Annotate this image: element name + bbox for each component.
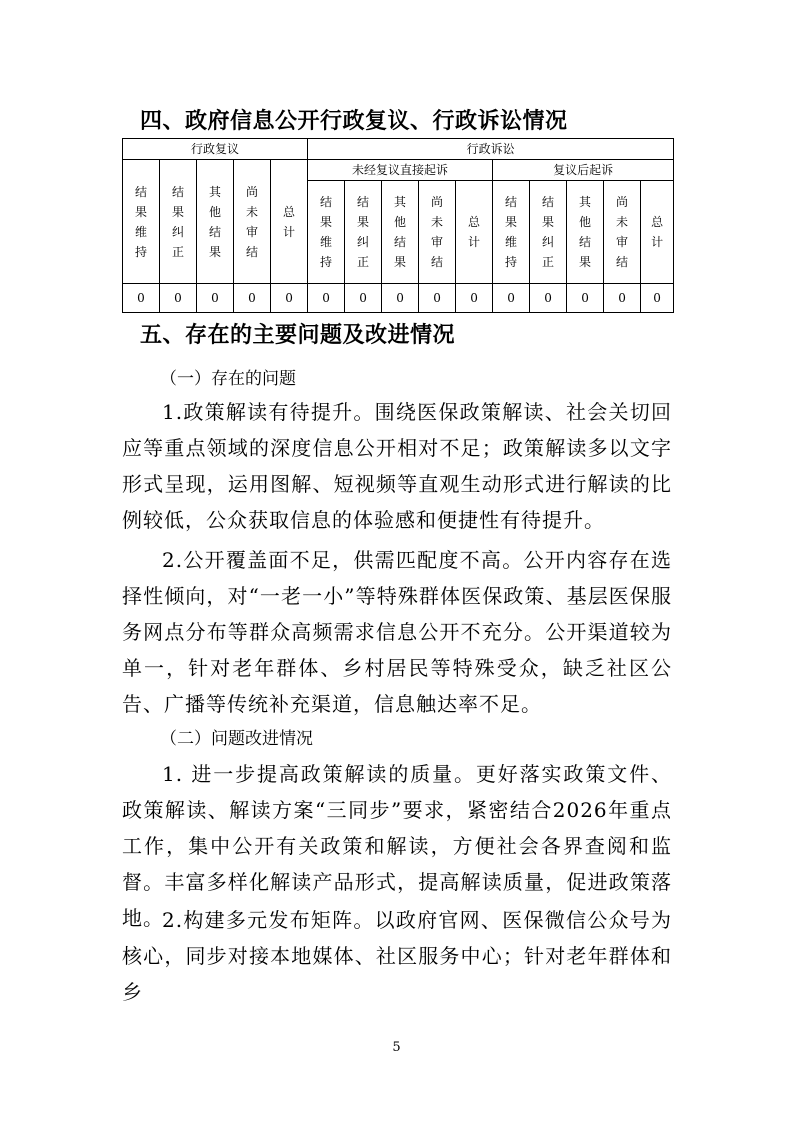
- col-after-total: 总计: [641, 181, 674, 284]
- value-cell: 0: [123, 284, 160, 313]
- col-review-total: 总计: [271, 160, 308, 284]
- section-5-heading: 五、存在的主要问题及改进情况: [140, 323, 456, 348]
- value-cell: 0: [197, 284, 234, 313]
- paragraph-coverage: 2.公开覆盖面不足，供需匹配度不高。公开内容存在选择性倾向，对“一老一小”等特殊群体医保政策、基层医保服务网点分布等群众高频需求信息公开不充分。公开渠道较为单一，针对老年群体、乡村居民等特殊受众，缺乏社区公告、广播等传统补充渠道，信息触达率不足。: [122, 548, 672, 716]
- value-cell: 0: [382, 284, 419, 313]
- header-admin-review: 行政复议: [123, 139, 308, 160]
- header-after-review-suit: 复议后起诉: [493, 160, 674, 181]
- section-4-heading: 四、政府信息公开行政复议、行政诉讼情况: [140, 109, 568, 134]
- col-after-other: 其他结果: [567, 181, 604, 284]
- value-cell: 0: [345, 284, 382, 313]
- paragraph-policy-interpretation: 1.政策解读有待提升。围绕医保政策解读、社会关切回应等重点领域的深度信息公开相对不足；政策解读多以文字形式呈现，运用图解、短视频等直观生动形式进行解读的比例较低，公众获取信息的体验感和便捷性有待提升。: [122, 400, 672, 532]
- col-direct-pending: 尚未审结: [419, 181, 456, 284]
- col-direct-total: 总计: [456, 181, 493, 284]
- col-direct-other: 其他结果: [382, 181, 419, 284]
- col-review-correct: 结果纠正: [160, 160, 197, 284]
- col-review-other: 其他结果: [197, 160, 234, 284]
- value-cell: 0: [308, 284, 345, 313]
- paragraph-improve-interpretation: 1. 进一步提高政策解读的质量。更好落实政策文件、政策解读、解读方案“三同步”要求，紧密结合2026年重点工作，集中公开有关政策和解读，方便社会各界查阅和监督。丰富多样化解读产品形式，提高解读质量，促进政策落地。: [122, 762, 672, 930]
- value-cell: 0: [493, 284, 530, 313]
- value-cell: 0: [530, 284, 567, 313]
- value-cell: 0: [604, 284, 641, 313]
- value-cell: 0: [234, 284, 271, 313]
- col-direct-correct: 结果纠正: [345, 181, 382, 284]
- value-cell: 0: [456, 284, 493, 313]
- header-admin-litigation: 行政诉讼: [308, 139, 674, 160]
- value-cell: 0: [271, 284, 308, 313]
- paragraph-release-matrix: 2.构建多元发布矩阵。以政府官网、医保微信公众号为核心，同步对接本地媒体、社区服务中心；针对老年群体和乡: [122, 908, 672, 1004]
- value-cell: 0: [419, 284, 456, 313]
- page-number: 5: [392, 1040, 401, 1055]
- subheading-improvements: （二）问题改进情况: [160, 729, 313, 749]
- col-review-maintain: 结果维持: [123, 160, 160, 284]
- col-after-pending: 尚未审结: [604, 181, 641, 284]
- col-review-pending: 尚未审结: [234, 160, 271, 284]
- value-cell: 0: [160, 284, 197, 313]
- col-after-correct: 结果纠正: [530, 181, 567, 284]
- value-cell: 0: [567, 284, 604, 313]
- subheading-existing-problems: （一）存在的问题: [160, 369, 296, 389]
- col-after-maintain: 结果维持: [493, 181, 530, 284]
- header-direct-suit: 未经复议直接起诉: [308, 160, 493, 181]
- value-cell: 0: [641, 284, 674, 313]
- col-direct-maintain: 结果维持: [308, 181, 345, 284]
- review-litigation-table: [122, 138, 674, 313]
